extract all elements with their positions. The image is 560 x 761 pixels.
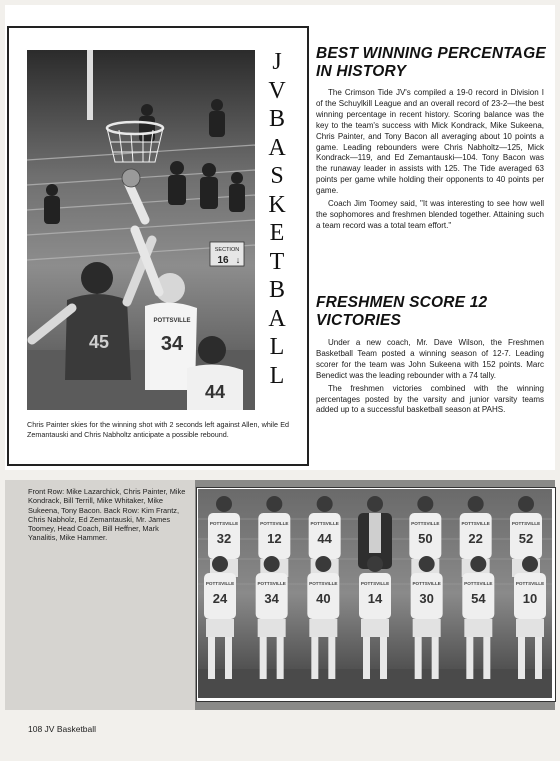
team-jersey-text: POTTSVILLE — [411, 521, 440, 526]
section-title-letter: T — [269, 248, 285, 275]
section-title-letter: V — [268, 77, 286, 104]
team-jersey-number: 30 — [419, 591, 434, 606]
team-jersey-text: POTTSVILLE — [360, 581, 390, 586]
team-jersey-text: POTTSVILLE — [205, 581, 235, 586]
team-jersey-text: POTTSVILLE — [461, 521, 490, 526]
section-title-letter: S — [270, 163, 284, 189]
section-title-letter: L — [269, 334, 285, 360]
article2-headline-line2: VICTORIES — [316, 312, 402, 329]
article1-body — [316, 88, 544, 232]
page-folio: 108 JV Basketball — [28, 724, 97, 734]
article2-headline-line1: FRESHMEN SCORE 12 — [316, 294, 488, 311]
section-title-letter: K — [268, 191, 286, 218]
team-jersey-text: POTTSVILLE — [464, 581, 493, 586]
home-jersey-text: POTTSVILLE — [153, 318, 191, 324]
article2-paragraph: Under a new coach, Mr. Dave Wilson, the Freshmen Basketball Team posted a winning season of 12-7. Leading scorer for the team was John Sukeena with 152 points. Marc Benedict was the leading rebounder with a 74 tally. — [316, 338, 544, 380]
game-photo-caption: Chris Painter skies for the winning shot with 2 seconds left against Allen, while Ed Zemantauski and Chris Nabholtz anticipate a possible rebound. — [27, 420, 289, 439]
section-title-letter: A — [268, 134, 286, 161]
svg-text:↓: ↓ — [235, 255, 241, 265]
section-title-letter: B — [268, 106, 285, 132]
team-jersey-text: POTTSVILLE — [515, 581, 545, 586]
team-jersey-number: 22 — [468, 531, 483, 546]
article2-paragraph: The freshmen victories combined with the winning percentages posted by the varsity and junior varsity teams added up to a successful basketball season at PAHS. — [316, 383, 544, 415]
article1-headline — [316, 45, 546, 81]
team-jersey-number: 34 — [264, 591, 279, 606]
team-jersey-text: POTTSVILLE — [209, 521, 239, 526]
svg-text:16: 16 — [217, 255, 229, 266]
team-jersey-number: 10 — [522, 591, 538, 606]
article1-headline-line1: BEST WINNING PERCENTAGE — [316, 45, 546, 62]
team-jersey-number: 12 — [267, 531, 282, 546]
team-jersey-number: 50 — [418, 531, 433, 546]
section-title-letter: A — [268, 305, 286, 332]
team-jersey-text: POTTSVILLE — [257, 581, 286, 586]
section-title-letter: L — [269, 362, 285, 389]
team-jersey-number: 40 — [316, 591, 331, 606]
jersey-number: 44 — [204, 382, 226, 402]
article1-headline-line2: IN HISTORY — [316, 63, 407, 80]
section-title-vertical — [262, 48, 292, 390]
team-jersey-number: 44 — [317, 531, 332, 546]
team-jersey-text: POTTSVILLE — [260, 521, 289, 526]
svg-text:45: 45 — [88, 332, 110, 352]
team-photo-caption: Front Row: Mike Lazarchick, Chris Painter, Mike Kondrack, Bill Terrill, Mike Whitaker, Mike Sukeena, Tony Bacon. Back Row: Kim Frantz, Chris Nabholz, Ed Zemantauski, Mr. James Toomey, Head Coach, Bill Heffner, Mark Yanalitis, Mike Hammer. — [28, 487, 186, 543]
svg-text:SECTION: SECTION — [214, 247, 240, 253]
article1-paragraph: The Crimson Tide JV's compiled a 19-0 record in Division I of the Schuylkill League and an overall record of 23-2—the best winning percentage in recent history. Scoring balance was the key to the team's success with Mick Kondrack, Mike Sukeena, Chris Painter, and Tony Bacon all averaging about 10 points a game. Leading rebounders were Chris Nabholtz—125, Mick Kondrack—119, and Ed Zemantauski—104. Tony Bacon was the runaway leader in assists with 125. The Tide averaged 63 points per game while holding their opponents to 40 points per game. — [316, 88, 544, 196]
section-title-letter: J — [272, 49, 282, 75]
section-title-letter: B — [268, 277, 285, 303]
team-jersey-text: POTTSVILLE — [310, 521, 339, 526]
team-jersey-number: 14 — [367, 591, 383, 606]
team-jersey-text: POTTSVILLE — [511, 521, 541, 526]
team-jersey-number: 52 — [518, 531, 534, 546]
article1-paragraph: Coach Jim Toomey said, "It was interesting to see how well the sophomores and freshmen blended together. Attaining such a team record was a total team effort." — [316, 199, 544, 230]
team-jersey-number: 32 — [216, 531, 232, 546]
team-photo — [198, 489, 552, 698]
jersey-number: 34 — [160, 333, 184, 355]
article2-headline — [316, 294, 546, 330]
game-action-photo — [27, 50, 255, 410]
article2-body — [316, 338, 544, 416]
team-jersey-text: POTTSVILLE — [412, 581, 441, 586]
game-photo-illustration — [27, 50, 255, 410]
section-title-letter: E — [269, 220, 285, 246]
team-jersey-number: 54 — [471, 591, 486, 606]
team-jersey-text: POTTSVILLE — [309, 581, 338, 586]
team-jersey-number: 24 — [212, 591, 228, 606]
team-photo-illustration — [198, 489, 552, 698]
